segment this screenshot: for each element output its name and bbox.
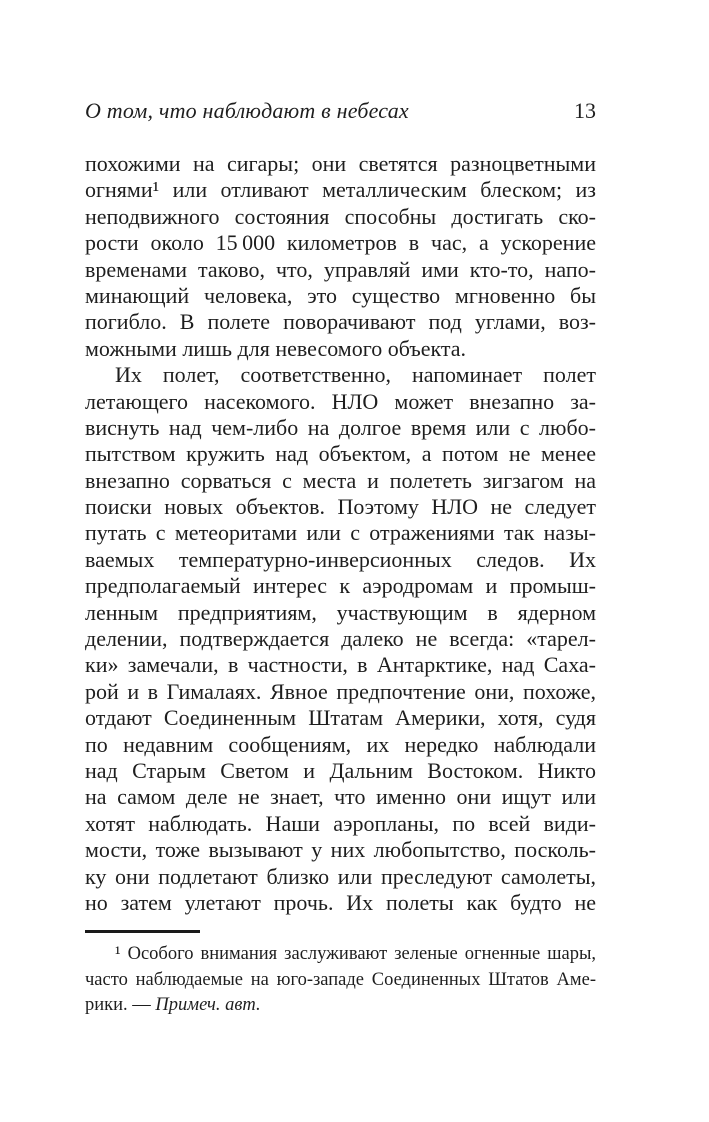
body-line: на самом деле не знает, что именно они ищут или	[85, 784, 596, 810]
body-line: мости, тоже вызывают у них любопытство, посколь-	[85, 837, 596, 863]
body-line: похожими на сигары; они светятся разноцветными	[85, 151, 596, 176]
body-line: ленным предприятиям, участвующим в ядерном	[85, 599, 596, 625]
body-line: неподвижного состояния способны достигать ско-	[85, 203, 596, 229]
body-line: хотят наблюдать. Наши аэропланы, по всей види-	[85, 810, 596, 836]
body-line: огнями¹ или отливают металлическим блеском; из	[85, 177, 596, 203]
footnote-separator-rule	[85, 930, 200, 933]
footnote	[85, 942, 596, 1019]
body-line: летающего насекомого. НЛО может внезапно за-	[85, 388, 596, 414]
body-line: минающий человека, это существо мгновенно бы	[85, 282, 596, 308]
footnote-line	[85, 993, 596, 1019]
body-line: путать с метеоритами или с отражениями так назы-	[85, 520, 596, 546]
body-line: ки» замечали, в частности, в Антарктике, над Саха-	[85, 652, 596, 678]
body-text	[85, 151, 596, 916]
body-line: над Старым Светом и Дальним Востоком. Никто	[85, 757, 596, 783]
body-line: временами таково, что, управляй ими кто-то, напо-	[85, 256, 596, 282]
page-number: 13	[574, 98, 596, 123]
body-line: предполагаемый интерес к аэродромам и промыш-	[85, 573, 596, 599]
footnote-line: ¹ Особого внимания заслуживают зеленые огненные шары,	[115, 944, 596, 964]
body-line: поиски новых объектов. Поэтому НЛО не следует	[85, 494, 596, 520]
chapter-title: О том, что наблюдают в небесах	[85, 98, 409, 123]
body-line: виснуть над чем-либо на долгое время или с любо-	[85, 414, 596, 440]
body-line: ваемых температурно-инверсионных следов. Их	[85, 546, 596, 572]
body-line-paragraph-end: можными лишь для невесомого объекта.	[85, 335, 467, 361]
body-line: внезапно сорваться с места и полететь зигзагом на	[85, 467, 596, 493]
footnote-text: рики. —	[85, 995, 156, 1016]
body-line: делении, подтверждается далеко не всегда: «тарел-	[85, 626, 596, 652]
body-line: рой и в Гималаях. Явное предпочтение они, похоже,	[85, 678, 596, 704]
footnote-line: часто наблюдаемые на юго-западе Соединенных Штатов Аме-	[85, 969, 596, 990]
body-line: рости около 15 000 километров в час, а ускорение	[85, 230, 596, 256]
body-line: по недавним сообщениям, их нередко наблюдали	[85, 731, 596, 757]
body-line: отдают Соединенным Штатам Америки, хотя, судя	[85, 705, 596, 731]
body-line: ку они подлетают близко или преследуют самолеты,	[85, 863, 596, 889]
body-line-paragraph-start: Их полет, соответственно, напоминает полет	[115, 362, 596, 388]
body-line: но затем улетают прочь. Их полеты как будто не	[85, 889, 596, 915]
body-line: пытством кружить над объектом, а потом не менее	[85, 441, 596, 467]
body-line: погибло. В полете поворачивают под углами, воз-	[85, 309, 596, 335]
running-header	[85, 98, 596, 124]
footnote-author-note: Примеч. авт.	[155, 995, 261, 1016]
